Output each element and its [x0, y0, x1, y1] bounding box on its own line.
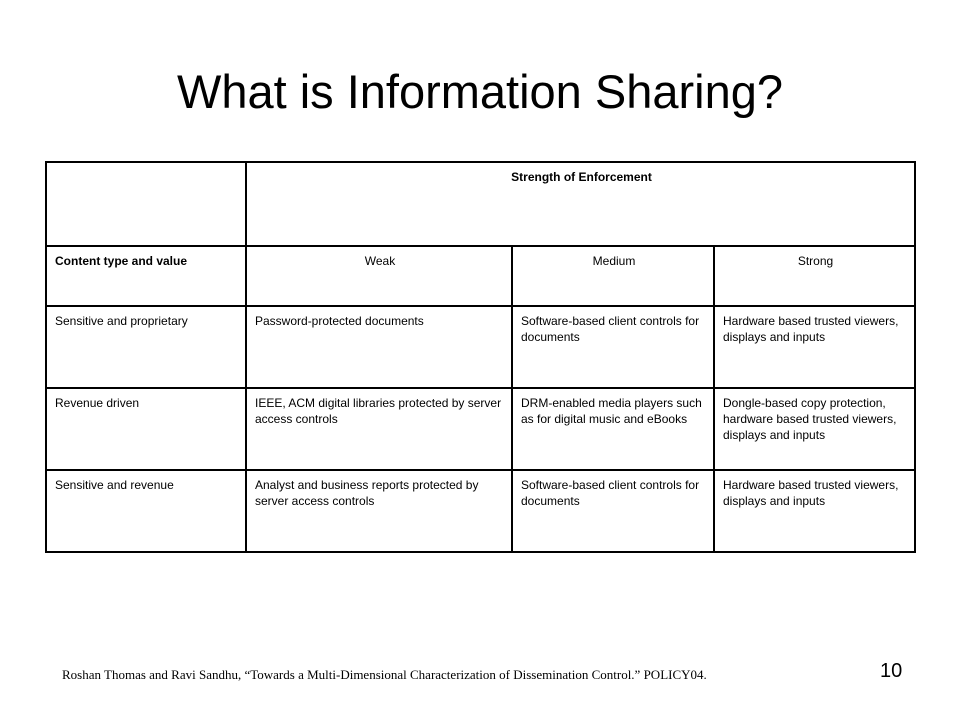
empty-corner-cell	[46, 162, 246, 246]
column-header-weak: Weak	[246, 246, 512, 306]
enforcement-table	[45, 161, 916, 553]
content-type-cell: Revenue driven	[46, 388, 246, 470]
medium-cell: Software-based client controls for documents	[512, 470, 714, 552]
citation: Roshan Thomas and Ravi Sandhu, “Towards a Multi-Dimensional Characterization of Dissemination Control.” POLICY04.	[62, 667, 707, 682]
table-row	[46, 306, 915, 388]
content-type-cell: Sensitive and revenue	[46, 470, 246, 552]
weak-cell: Analyst and business reports protected by server access controls	[246, 470, 512, 552]
weak-cell: Password-protected documents	[246, 306, 512, 388]
medium-cell: Software-based client controls for documents	[512, 306, 714, 388]
strength-of-enforcement-header: Strength of Enforcement	[246, 162, 915, 246]
strong-cell: Hardware based trusted viewers, displays and inputs	[714, 306, 915, 388]
table-row	[46, 388, 915, 470]
column-header-medium: Medium	[512, 246, 714, 306]
slide-title: What is Information Sharing?	[176, 65, 784, 118]
weak-cell: IEEE, ACM digital libraries protected by server access controls	[246, 388, 512, 470]
medium-cell: DRM-enabled media players such as for digital music and eBooks	[512, 388, 714, 470]
table-row	[46, 470, 915, 552]
strong-cell: Dongle-based copy protection, hardware based trusted viewers, displays and inputs	[714, 388, 915, 470]
content-type-cell: Sensitive and proprietary	[46, 306, 246, 388]
strong-cell: Hardware based trusted viewers, displays and inputs	[714, 470, 915, 552]
column-header-content-type: Content type and value	[46, 246, 246, 306]
table-header-row	[46, 162, 915, 246]
column-header-strong: Strong	[714, 246, 915, 306]
column-header-row	[46, 246, 915, 306]
page-number: 10	[880, 660, 903, 682]
